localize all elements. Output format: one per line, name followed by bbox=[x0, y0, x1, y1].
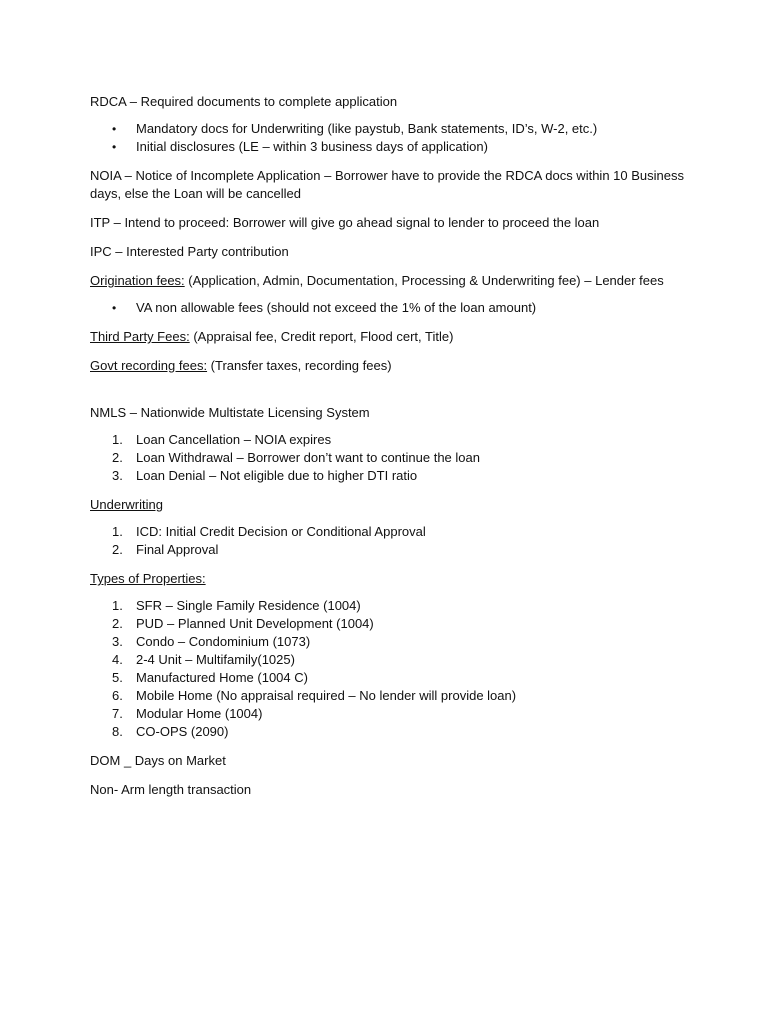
third-party-fees-paragraph bbox=[90, 328, 690, 346]
list-item: 4. 2-4 Unit – Multifamily(1025) bbox=[112, 652, 295, 667]
dom-paragraph: DOM _ Days on Market bbox=[90, 753, 226, 768]
list-item: 6. Mobile Home (No appraisal required – No lender will provide loan) bbox=[112, 688, 517, 703]
ipc-paragraph: IPC – Interested Party contribution bbox=[90, 244, 289, 259]
bullet-icon: • bbox=[112, 301, 117, 315]
list-item: 3. Loan Denial – Not eligible due to higher DTI ratio bbox=[112, 468, 418, 483]
origination-fees-text: (Application, Admin, Documentation, Processing & Underwriting fee) – Lender fees bbox=[184, 273, 664, 288]
noia-paragraph: NOIA – Notice of Incomplete Application – Borrower have to provide the RDCA docs within 10 Business days, else the Loan will be cancelled bbox=[90, 168, 684, 201]
list-item: 1. ICD: Initial Credit Decision or Conditional Approval bbox=[112, 524, 426, 539]
underwriting-heading: Underwriting bbox=[90, 497, 163, 512]
non-arm-length-paragraph: Non- Arm length transaction bbox=[90, 782, 252, 797]
blank-line bbox=[90, 386, 690, 404]
list-item: 2. Loan Withdrawal – Borrower don’t want to continue the loan bbox=[112, 450, 480, 465]
third-party-fees-text: (Appraisal fee, Credit report, Flood cert, Title) bbox=[189, 329, 454, 344]
rdca-bullet-list bbox=[90, 120, 690, 156]
third-party-fees-label: Third Party Fees: bbox=[90, 329, 190, 344]
origination-fees-paragraph bbox=[90, 272, 690, 290]
nmls-numbered-list bbox=[90, 431, 690, 485]
list-item: • Mandatory docs for Underwriting (like paystub, Bank statements, ID’s, W-2, etc.) bbox=[112, 121, 598, 136]
bullet-icon: • bbox=[112, 140, 117, 154]
itp-paragraph: ITP – Intend to proceed: Borrower will give go ahead signal to lender to proceed the loan bbox=[90, 215, 600, 230]
document-body bbox=[90, 93, 690, 810]
list-item: 2. PUD – Planned Unit Development (1004) bbox=[112, 616, 374, 631]
govt-recording-fees-text: (Transfer taxes, recording fees) bbox=[207, 358, 392, 373]
list-item: 8. CO-OPS (2090) bbox=[112, 724, 229, 739]
properties-numbered-list bbox=[90, 597, 690, 741]
govt-recording-fees-paragraph bbox=[90, 357, 690, 375]
properties-heading: Types of Properties: bbox=[90, 571, 206, 586]
nmls-heading: NMLS – Nationwide Multistate Licensing System bbox=[90, 405, 370, 420]
underwriting-numbered-list bbox=[90, 523, 690, 559]
list-item: 3. Condo – Condominium (1073) bbox=[112, 634, 311, 649]
bullet-icon: • bbox=[112, 122, 117, 136]
list-item: 1. SFR – Single Family Residence (1004) bbox=[112, 598, 361, 613]
origination-fees-label: Origination fees: bbox=[90, 273, 185, 288]
list-item: 1. Loan Cancellation – NOIA expires bbox=[112, 432, 332, 447]
list-item: • VA non allowable fees (should not exceed the 1% of the loan amount) bbox=[112, 300, 537, 315]
rdca-heading: RDCA – Required documents to complete application bbox=[90, 94, 398, 109]
origination-bullet-list bbox=[90, 299, 690, 317]
list-item: 5. Manufactured Home (1004 C) bbox=[112, 670, 308, 685]
govt-recording-fees-label: Govt recording fees: bbox=[90, 358, 208, 373]
list-item: 2. Final Approval bbox=[112, 542, 219, 557]
list-item: • Initial disclosures (LE – within 3 business days of application) bbox=[112, 139, 488, 154]
list-item: 7. Modular Home (1004) bbox=[112, 706, 263, 721]
